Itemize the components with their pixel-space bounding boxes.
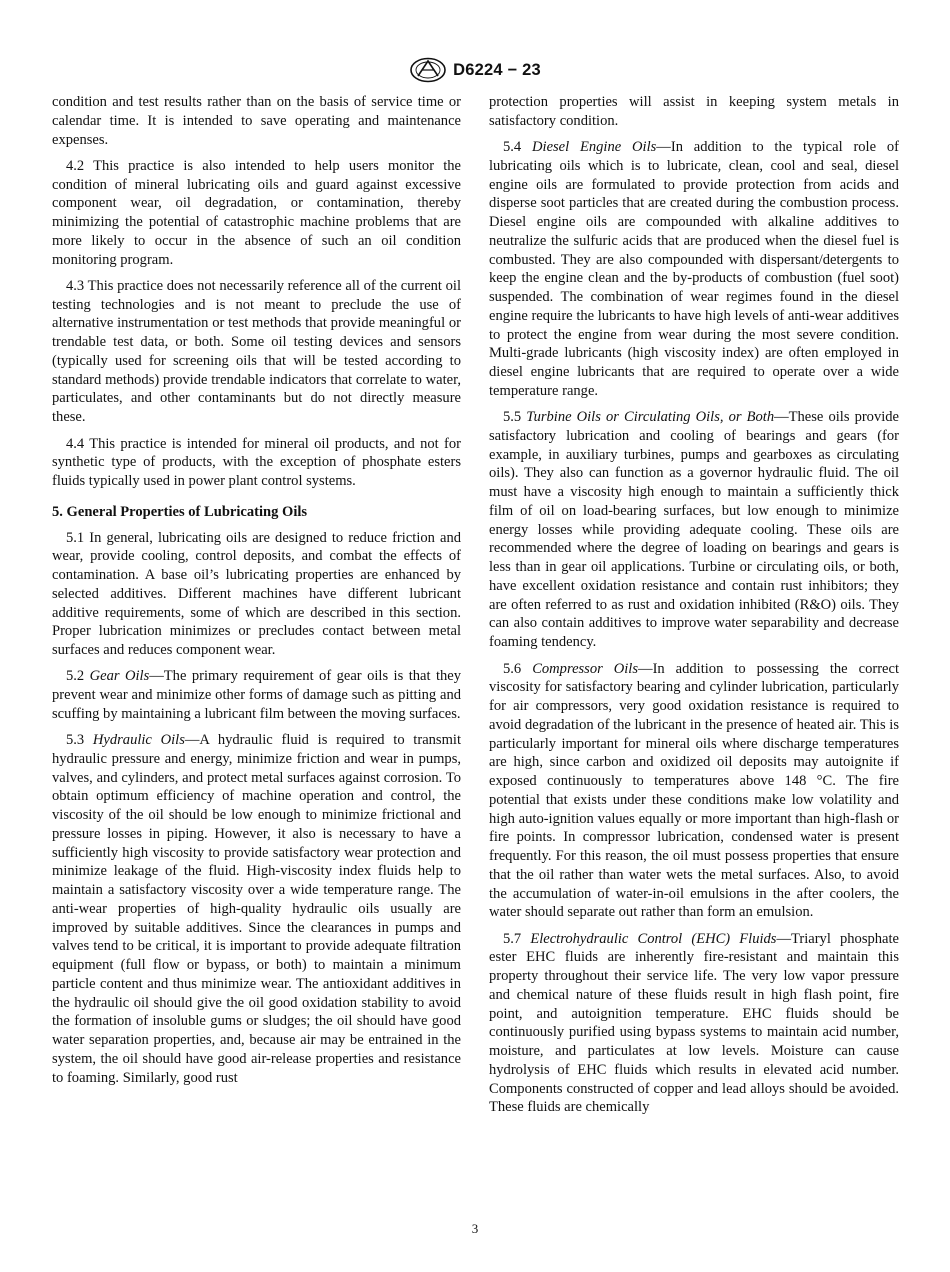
paragraph-body: —The primary requirement of gear oils is that they prevent wear and minimize other forms of damage such as pitting and scuffing by maintaining a lubricant film between the moving surfaces. bbox=[52, 668, 461, 722]
document-designation: D6224 − 23 bbox=[453, 60, 541, 79]
paragraph-number: 5.6 bbox=[503, 660, 522, 677]
paragraph-title: Gear Oils bbox=[89, 668, 150, 685]
paragraph-5-5 bbox=[489, 408, 899, 652]
section-5-heading: 5. General Properties of Lubricating Oils bbox=[52, 503, 308, 520]
paragraph-body: —Triaryl phosphate ester EHC fluids are inherently fire-resistant and maintain this property throughout their service life. The very low vapor pressure and chemical nature of these fluids result in high flash point, fire point, and autoignition temperature. EHC fluids should be continuously purified using bypass systems to maintain acid number, moisture, and particulates at low levels. Moisture can cause hydrolysis of EHC fluids which results in elevated acid number. Components constructed of copper and lead alloys should be avoided. These fluids are chemically bbox=[489, 930, 899, 1116]
paragraph-5-1: 5.1 In general, lubricating oils are designed to reduce friction and wear, provide cooling, control deposits, and combat the effects of contamination. A base oil’s lubricating properties are enhanced by selected additives. Different machines have different lubricant additive requirements, some of which are described in this section. Proper lubrication minimizes or precludes contact between metal surfaces and reduces component wear. bbox=[52, 529, 461, 659]
paragraph-5-3 bbox=[52, 731, 461, 1087]
paragraph-5-6 bbox=[489, 660, 899, 923]
paragraph-title: Diesel Engine Oils bbox=[532, 139, 657, 156]
paragraph-number: 5.2 bbox=[66, 668, 85, 685]
page-number: 3 bbox=[471, 1221, 479, 1236]
paragraph-5-2 bbox=[52, 667, 461, 723]
paragraph-body: —A hydraulic fluid is required to transmit hydraulic pressure and energy, minimize friction and wear in pumps, valves, and cylinders, and protect metal surfaces against corrosion. To obtain optimum efficiency of machine operation and control, the viscosity of the oil should be low enough to minimize frictional and pressure losses in piping. However, it also is necessary to have a sufficiently high viscosity to provide satisfactory wear protection and minimize leakage of the fluid. High-viscosity index fluids help to maintain a satisfactory viscosity over a wide temperature range. The anti-wear properties of high-quality hydraulic oils usually are improved by suitable additives. Since the clearances in pumps and valves tend to be critical, it is important to provide adequate filtration equipment (full flow or bypass, or both) to maintain a minimum particle content and thus minimize wear. The antioxidant additives in the hydraulic oil should give the oil good oxidation stability to avoid the formation of insoluble gums or sludges; the oil should have good water separation properties, and, because air may be entrained in the system, the oil should have good air-release properties and resistance to foaming. Similarly, good rust bbox=[52, 732, 461, 1086]
paragraph-5-7 bbox=[489, 930, 899, 1118]
paragraph-4-3: 4.3 This practice does not necessarily reference all of the current oil testing technologies and is not meant to preclude the use of alternative instrumentation or test methods that provide meaningful or trendable test data, or both. Some oil testing devices and sensors (typically used for screening oils that will be tested according to standard methods) provide trendable indicators that correlate to water, particulates, and other contaminants but do not directly measure these. bbox=[52, 277, 461, 426]
right-column bbox=[489, 93, 899, 1125]
paragraph-title: Turbine Oils or Circulating Oils, or Both bbox=[526, 409, 775, 426]
paragraph-number: 5.5 bbox=[503, 409, 522, 426]
paragraph-body: —In addition to the typical role of lubricating oils which is to lubricate, clean, cool and seal, diesel engine oils are formulated to provide protection from acids and disperse soot particles that are created during the combustion process. Diesel engine oils are compounded with alkaline additives to neutralize the sulfuric acids that are produced when the diesel fuel is combusted. They are also compounded with dispersant/detergents to keep the engine clean and the by-products of combustion (fuel soot) suspended. The combination of wear regimes found in the diesel engine require the lubricants to have high levels of anti-wear additives to protect the engine from wear during the most severe condition. Multi-grade lubricants (high viscosity index) are often employed in diesel engine lubricants that are required to operate over a wide temperature range. bbox=[489, 139, 899, 399]
paragraph-number: 5.7 bbox=[503, 930, 522, 947]
paragraph-title: Electrohydraulic Control (EHC) Fluids bbox=[530, 930, 777, 947]
paragraph-title: Hydraulic Oils bbox=[92, 732, 185, 749]
page-header bbox=[0, 57, 950, 83]
paragraph-number: 5.4 bbox=[503, 139, 522, 156]
paragraph-4-2: 4.2 This practice is also intended to help users monitor the condition of mineral lubricating oils and guard against excessive component wear, oil degradation, or contamination, thereby minimizing the potential of catastrophic machine problems that are more likely to occur in the absence of such an oil condition monitoring program. bbox=[52, 157, 461, 268]
astm-logo-icon bbox=[409, 57, 447, 83]
paragraph-body: —In addition to possessing the correct viscosity for satisfactory bearing and cylinder lubrication, particularly for air compressors, very good oxidation resistance is required to avoid degradation of the lubricant in the presence of heated air. This is particularly important for mineral oils where discharge temperatures are high, since carbon and oxidized oil deposits may autoignite if exposed continuously to temperatures above 148 °C. The fire potential that exists under these conditions make low volatility and high auto-ignition values equally or more important than high-flash or fire points. In compressor lubrication, condensed water is present frequently. For this reason, the oil must possess properties that ensure that the oil rather than water wets the metal surfaces. Also, to avoid the accumulation of water-in-oil emulsions in the after coolers, the water should separate out rather than form an emulsion. bbox=[489, 660, 899, 921]
paragraph-4-1-continued: condition and test results rather than on the basis of service time or calendar time. It is intended to save operating and maintenance expenses. bbox=[52, 94, 461, 148]
paragraph-5-3-continued: protection properties will assist in keeping system metals in satisfactory condition. bbox=[489, 94, 899, 129]
paragraph-number: 5.3 bbox=[66, 732, 85, 749]
paragraph-5-4 bbox=[489, 138, 899, 401]
paragraph-4-4: 4.4 This practice is intended for mineral oil products, and not for synthetic type of products, with the exception of phosphate esters fluids typically used in power plant control systems. bbox=[52, 435, 461, 490]
left-column bbox=[52, 93, 461, 1095]
paragraph-body: —These oils provide satisfactory lubrication and cooling of bearings and gears (for example, in auxiliary turbines, pumps and gearboxes as circulating oils). They also can function as a governor hydraulic fluid. The oil must have a viscosity high enough to maintain a sufficiently thick film of oil on load-bearing surfaces, but low enough to minimize energy losses while providing adequate cooling. These oils are recommended where the degree of loading on bearings and gears is less than in gear oil applications. Turbine or circulating oils, or both, have excellent oxidation resistance and contain rust inhibitors; they are often referred to as rust and oxidation inhibited (R&O) oils. They can also contain additives to improve water separability and decrease foaming tendency. bbox=[489, 409, 900, 651]
paragraph-title: Compressor Oils bbox=[532, 660, 639, 677]
